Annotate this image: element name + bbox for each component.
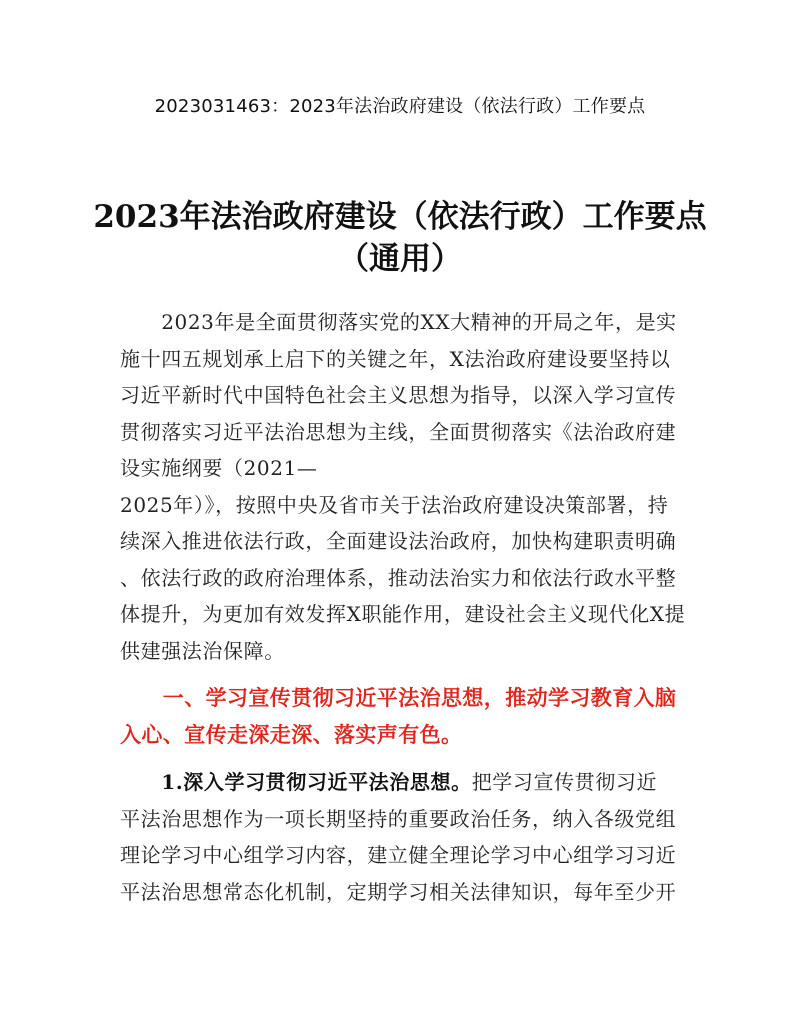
intro-line: 习近平新时代中国特色社会主义思想为指导，以深入学习宣传: [120, 383, 677, 407]
paragraph-line: 平法治思想作为一项长期坚持的重要政治任务，纳入各级党组: [120, 806, 677, 831]
intro-line: 设实施纲要（2021—: [120, 456, 318, 480]
title-line-1: 2023年法治政府建设（依法行政）工作要点: [93, 199, 707, 235]
section-heading-line: 一、学习宣传贯彻习近平法治思想，推动学习教育入脑: [120, 686, 677, 710]
intro-line: 施十四五规划承上启下的关键之年，X法治政府建设要坚持以: [120, 346, 671, 371]
title-line-2: （通用）: [338, 241, 462, 277]
document-title: [0, 196, 800, 280]
intro-line: 2023年是全面贯彻落实党的XX大精神的开局之年，是实: [120, 310, 677, 334]
intro-line: 体提升，为更加有效发挥X职能作用，建设社会主义现代化X提: [120, 602, 686, 626]
intro-line: 贯彻落实习近平法治思想为主线，全面贯彻落实《法治政府建: [120, 419, 677, 444]
paragraph-1: [120, 764, 686, 910]
intro-paragraph: [120, 304, 686, 669]
intro-line: 、依法行政的政府治理体系，推动法治实力和依法行政水平整: [120, 565, 677, 590]
intro-line: 2025年）》，按照中央及省市关于法治政府建设决策部署，持: [120, 492, 669, 517]
intro-line: 续深入推进依法行政，全面建设法治政府，加快构建职责明确: [120, 529, 677, 553]
paragraph-lead: 1.深入学习贯彻习近平法治思想。: [120, 770, 472, 794]
paragraph-line: 理论学习中心组学习内容，建立健全理论学习中心组学习习近: [120, 843, 677, 867]
paragraph-first-rest: 把学习宣传贯彻习近: [471, 770, 658, 794]
paragraph-line: 平法治思想常态化机制，定期学习相关法律知识，每年至少开: [120, 879, 677, 904]
document-header: 2023031463：2023年法治政府建设（依法行政）工作要点: [154, 96, 646, 117]
section-heading-1: [120, 680, 690, 754]
paragraph-first-line: [120, 764, 686, 801]
intro-line: 供建强法治保障。: [120, 638, 285, 663]
section-heading-line: 入心、宣传走深走深、落实声有色。: [120, 723, 463, 747]
